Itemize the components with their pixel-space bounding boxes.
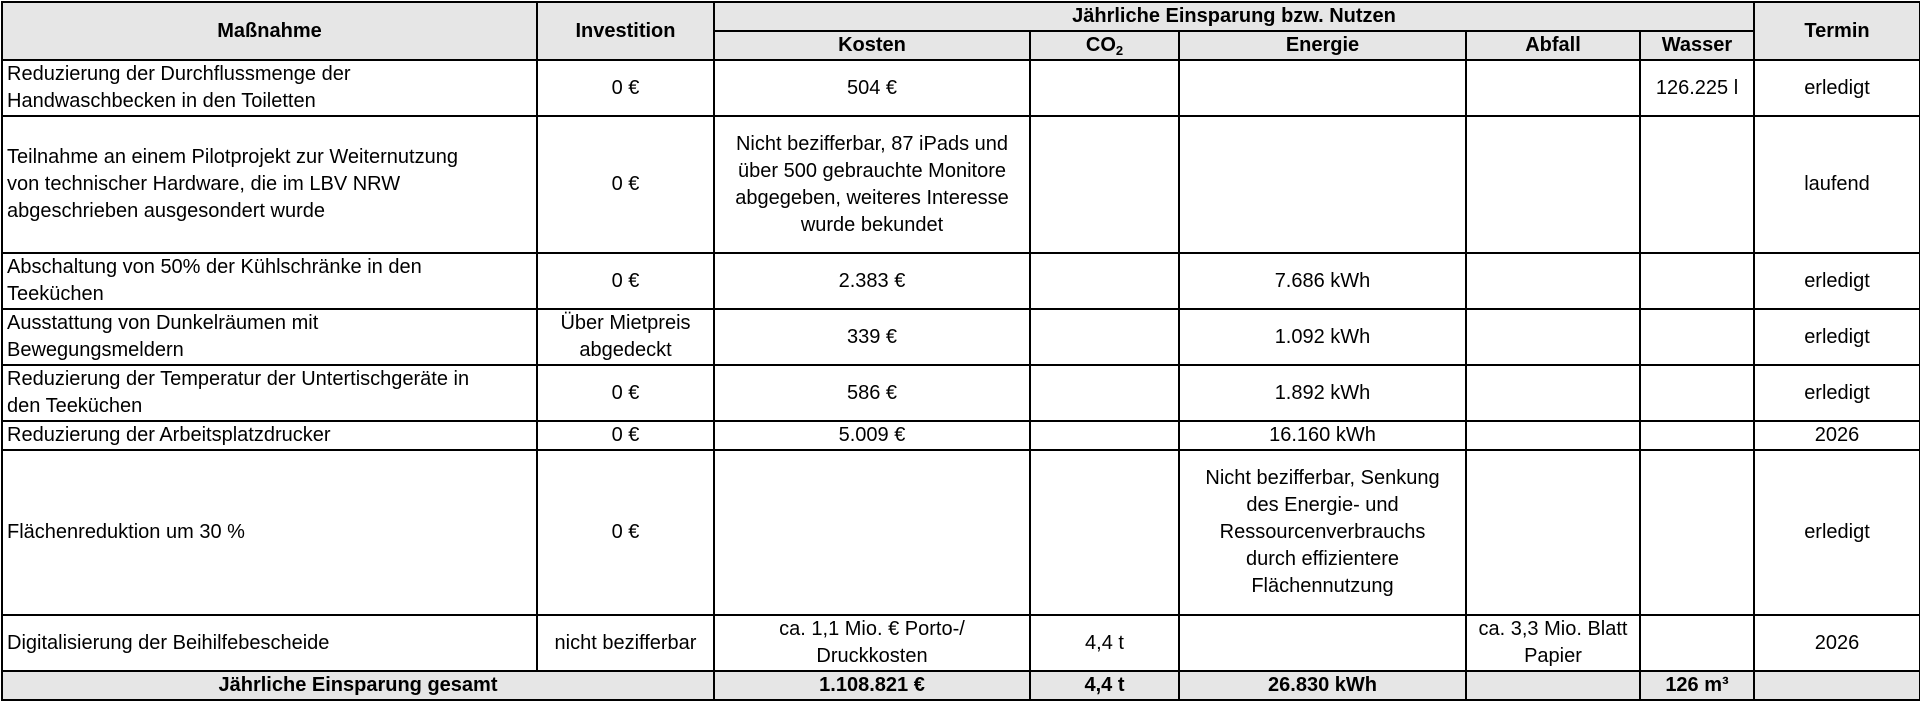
cell-massnahme: Digitalisierung der Beihilfebescheide [2, 615, 537, 671]
cell-wasser [1640, 116, 1754, 253]
total-wasser: 126 m³ [1640, 671, 1754, 700]
cell-investition: 0 € [537, 253, 714, 309]
cell-co2 [1030, 116, 1179, 253]
cell-termin: erledigt [1754, 309, 1920, 365]
cell-abfall [1466, 309, 1640, 365]
table-row [2, 615, 1920, 671]
cell-wasser [1640, 615, 1754, 671]
cell-energie: Nicht bezifferbar, Senkung des Energie- und Ressourcenverbrauchs durch effizientere Flächennutzung [1179, 450, 1466, 615]
cell-abfall: ca. 3,3 Mio. Blatt Papier [1466, 615, 1640, 671]
cell-investition: Über Mietpreis abgedeckt [537, 309, 714, 365]
col-header-kosten: Kosten [714, 31, 1030, 60]
cell-energie: 16.160 kWh [1179, 421, 1466, 450]
col-header-massnahme: Maßnahme [2, 2, 537, 60]
cell-massnahme: Flächenreduktion um 30 % [2, 450, 537, 615]
cell-termin: erledigt [1754, 253, 1920, 309]
co2-label: CO [1085, 34, 1116, 56]
cell-kosten: Nicht bezifferbar, 87 iPads und über 500 gebrauchte Monitore abgegeben, weiteres Interesse wurde bekundet [714, 116, 1030, 253]
cell-abfall [1466, 365, 1640, 421]
cell-investition: nicht bezifferbar [537, 615, 714, 671]
cell-massnahme: Reduzierung der Durchflussmenge der Handwaschbecken in den Toiletten [2, 60, 537, 116]
table-row [2, 421, 1920, 450]
cell-wasser [1640, 253, 1754, 309]
cell-co2 [1030, 309, 1179, 365]
cell-massnahme: Abschaltung von 50% der Kühlschränke in den Teeküchen [2, 253, 537, 309]
cell-termin: laufend [1754, 116, 1920, 253]
cell-co2 [1030, 450, 1179, 615]
cell-energie: 1.092 kWh [1179, 309, 1466, 365]
cell-kosten: ca. 1,1 Mio. € Porto-/ Druckkosten [714, 615, 1030, 671]
cell-co2 [1030, 253, 1179, 309]
cell-abfall [1466, 450, 1640, 615]
cell-kosten: 5.009 € [714, 421, 1030, 450]
col-header-termin: Termin [1754, 2, 1920, 60]
cell-wasser: 126.225 l [1640, 60, 1754, 116]
cell-abfall [1466, 253, 1640, 309]
cell-investition: 0 € [537, 450, 714, 615]
cell-kosten: 339 € [714, 309, 1030, 365]
measures-table [1, 1, 1920, 701]
cell-massnahme: Teilnahme an einem Pilotprojekt zur Weiternutzung von technischer Hardware, die im LBV NRW abgeschrieben ausgesondert wurde [2, 116, 537, 253]
cell-termin: erledigt [1754, 450, 1920, 615]
cell-wasser [1640, 421, 1754, 450]
col-header-energie: Energie [1179, 31, 1466, 60]
cell-co2: 4,4 t [1030, 615, 1179, 671]
cell-wasser [1640, 365, 1754, 421]
total-label: Jährliche Einsparung gesamt [2, 671, 714, 700]
header-row-top [2, 2, 1920, 31]
cell-abfall [1466, 60, 1640, 116]
cell-massnahme: Reduzierung der Temperatur der Untertischgeräte in den Teeküchen [2, 365, 537, 421]
cell-termin: 2026 [1754, 615, 1920, 671]
col-header-wasser: Wasser [1640, 31, 1754, 60]
cell-investition: 0 € [537, 116, 714, 253]
cell-energie [1179, 116, 1466, 253]
co2-subscript: 2 [1115, 43, 1124, 58]
table-row [2, 116, 1920, 253]
cell-abfall [1466, 116, 1640, 253]
cell-termin: 2026 [1754, 421, 1920, 450]
col-header-abfall: Abfall [1466, 31, 1640, 60]
total-termin [1754, 671, 1920, 700]
total-kosten: 1.108.821 € [714, 671, 1030, 700]
cell-investition: 0 € [537, 60, 714, 116]
table-row [2, 365, 1920, 421]
cell-kosten: 2.383 € [714, 253, 1030, 309]
total-energie: 26.830 kWh [1179, 671, 1466, 700]
cell-energie [1179, 615, 1466, 671]
cell-investition: 0 € [537, 365, 714, 421]
cell-wasser [1640, 309, 1754, 365]
table-row [2, 450, 1920, 615]
col-header-einsparung: Jährliche Einsparung bzw. Nutzen [714, 2, 1754, 31]
cell-termin: erledigt [1754, 60, 1920, 116]
cell-termin: erledigt [1754, 365, 1920, 421]
cell-abfall [1466, 421, 1640, 450]
cell-kosten [714, 450, 1030, 615]
cell-co2 [1030, 365, 1179, 421]
cell-investition: 0 € [537, 421, 714, 450]
cell-energie [1179, 60, 1466, 116]
cell-kosten: 504 € [714, 60, 1030, 116]
table-row [2, 309, 1920, 365]
total-abfall [1466, 671, 1640, 700]
total-row [2, 671, 1920, 700]
cell-wasser [1640, 450, 1754, 615]
col-header-co2 [1030, 31, 1179, 60]
cell-kosten: 586 € [714, 365, 1030, 421]
cell-massnahme: Ausstattung von Dunkelräumen mit Bewegungsmeldern [2, 309, 537, 365]
cell-energie: 1.892 kWh [1179, 365, 1466, 421]
table-row [2, 60, 1920, 116]
cell-massnahme: Reduzierung der Arbeitsplatzdrucker [2, 421, 537, 450]
total-co2: 4,4 t [1030, 671, 1179, 700]
cell-co2 [1030, 60, 1179, 116]
col-header-investition: Investition [537, 2, 714, 60]
table-row [2, 253, 1920, 309]
cell-co2 [1030, 421, 1179, 450]
cell-energie: 7.686 kWh [1179, 253, 1466, 309]
